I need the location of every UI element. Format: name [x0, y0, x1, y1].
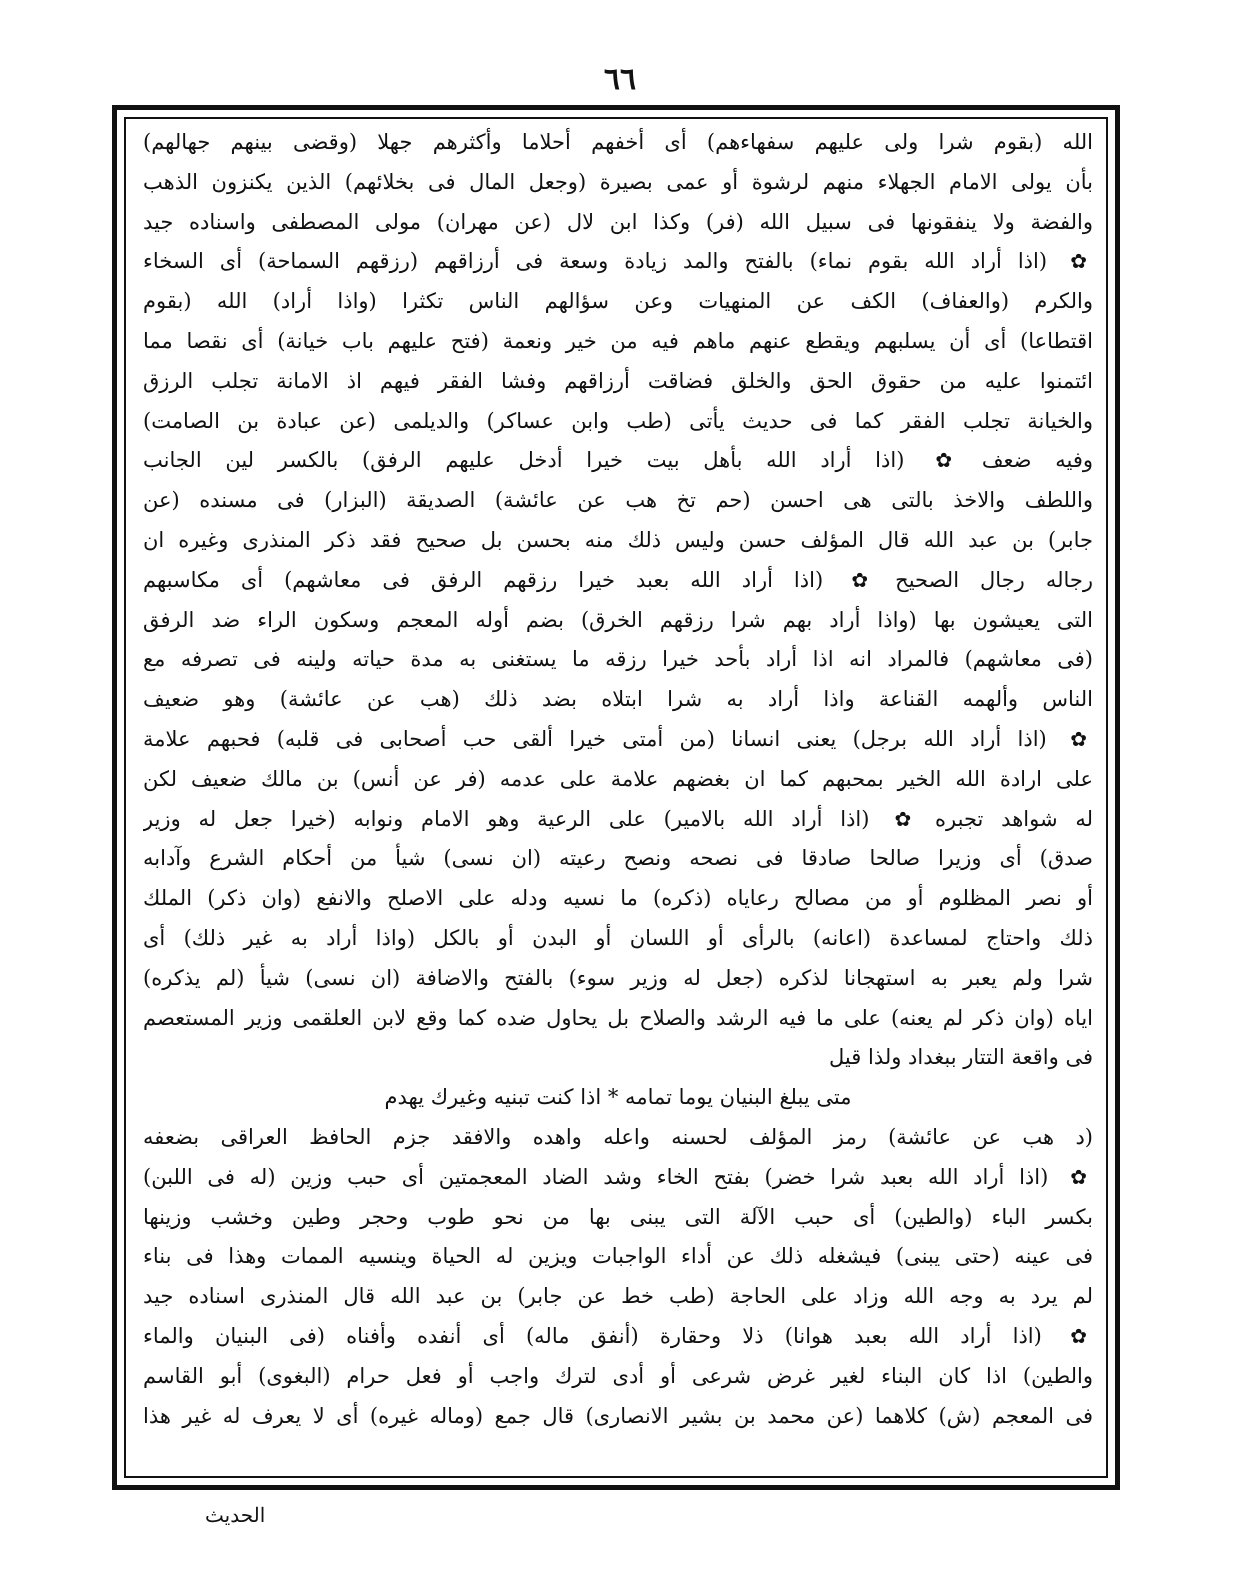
page-number: ٦٦	[603, 62, 637, 97]
ornament-flower-icon: ✿	[894, 806, 912, 831]
text-line: والفضة ولا ينفقونها فى سبيل الله (فر) وكذا ابن لال (عن مهران) مولى المصطفى واسناده جيد	[143, 209, 1093, 234]
text-line: اقتطاعا) أى أن يسلبهم ويقطع عنهم ماهم فيه من خير ونعمة (فتح عليهم باب خيانة) أى نقصا مما	[143, 328, 1093, 353]
ornament-flower-icon: ✿	[1070, 1323, 1087, 1348]
text-line: لم يرد به وجه الله وزاد على الحاجة (طب خط عن جابر) بن عبد الله قال المنذرى اسناده جيد	[143, 1284, 1093, 1309]
ornament-flower-icon: ✿	[851, 567, 869, 592]
text-line: ذلك واحتاج لمساعدة (اعانه) بالرأى أو اللسان أو البدن أو بالكل (واذا أراد به غير ذلك) أى	[143, 925, 1093, 950]
catchword: الحديث	[205, 1503, 266, 1527]
text-line: والطين) اذا كان البناء لغير غرض شرعى أو أدى لترك واجب أو فعل حرام (البغوى) أبو القاسم	[143, 1363, 1093, 1388]
text-line: ✿ (اذا أراد الله بعبد هوانا) ذلا وحقارة (أنفق ماله) أى أنفده وأفناه (فى البنيان والماء	[143, 1317, 1093, 1357]
text-line: والخيانة تجلب الفقر كما فى حديث يأتى (طب وابن عساكر) والديلمى (عن عبادة بن الصامت)	[143, 408, 1093, 433]
text-line: ✿ (اذا أراد الله بقوم نماء) بالفتح والمد زيادة وسعة فى أرزاقهم (رزقهم السماحة) أى السخاء	[143, 242, 1093, 282]
text-line: اياه (وان ذكر لم يعنه) على ما فيه الرشد والصلاح بل يحاول ضده كما وقع لابن العلقمى وزير المستعصم	[143, 1005, 1093, 1030]
ornament-flower-icon: ✿	[1070, 1164, 1087, 1189]
text-line: صدق) أى وزيرا صالحا صادقا فى نصحه ونصح رعيته (ان نسى) شيأ من أحكام الشرع وآدابه	[143, 846, 1093, 871]
text-line: الله (بقوم شرا ولى عليهم سفهاءهم) أى أخفهم أحلاما وأكثرهم جهلا (وقضى بينهم جهالهم)	[143, 130, 1093, 154]
text-line: له شواهد تجبره ✿ (اذا أراد الله بالامير) على الرعية وهو الامام ونوابه (خيرا جعل له وزير	[143, 800, 1093, 840]
text-line: التى يعيشون بها (واذا أراد بهم شرا رزقهم الخرق) بضم أوله المعجم وسكون الراء ضد الرفق	[143, 607, 1093, 632]
text-line: واللطف والاخذ بالتى هى احسن (حم تخ هب عن عائشة) الصديقة (البزار) فى مسنده (عن	[143, 488, 1093, 513]
text-line: بأن يولى الامام الجهلاء منهم لرشوة أو عمى بصيرة (وجعل المال فى بخلائهم) الذين يكنزون الذهب	[143, 169, 1093, 194]
ornament-flower-icon: ✿	[1070, 249, 1087, 274]
ornament-flower-icon: ✿	[1070, 726, 1087, 751]
text-line: ✿ (اذا أراد الله بعبد شرا خضر) بفتح الخاء وشد الضاد المعجمتين أى حبب وزين (له فى اللبن)	[143, 1158, 1093, 1198]
ornament-flower-icon: ✿	[935, 448, 953, 473]
text-line: شرا ولم يعبر به استهجانا لذكره (جعل له وزير سوء) بالفتح والاضافة (ان نسى) شيأ (لم يذكره)	[143, 965, 1093, 990]
text-line: (فى معاشهم) فالمراد انه اذا أراد بأحد خيرا رزقه ما يستغنى به مدة حياته ولينه فى تصرفه مع	[143, 647, 1093, 672]
text-line: جابر) بن عبد الله قال المؤلف حسن وليس ذلك منه بحسن بل صحيح فقد ذكر المنذرى وغيره ان	[143, 527, 1093, 552]
text-line: بكسر الباء (والطين) أى حبب الآلة التى يبنى بها من نحو طوب وحجر وطين وخشب وزينها	[143, 1204, 1093, 1229]
text-line: أو نصر المظلوم أو من مصالح رعاياه (ذكره) ما نسيه ودله على الاصلح والانفع (وان ذكر) الملك	[143, 886, 1093, 911]
commentary-text	[143, 123, 1093, 1436]
text-line: وفيه ضعف ✿ (اذا أراد الله بأهل بيت خيرا أدخل عليهم الرفق) بالكسر لين الجانب	[143, 441, 1093, 481]
text-line: ائتمنوا عليه من حقوق الحق والخلق فضاقت أرزاقهم وفشا الفقر فيهم اذ الامانة تجلب الرزق	[143, 368, 1093, 393]
text-line: رجاله رجال الصحيح ✿ (اذا أراد الله بعبد خيرا رزقهم الرفق فى معاشهم) أى مكاسبهم	[143, 561, 1093, 601]
text-line: فى عينه (حتى يبنى) فيشغله ذلك عن أداء الواجبات ويزين له الحياة وينسيه الممات وهذا فى بناء	[143, 1244, 1093, 1269]
text-line: والكرم (والعفاف) الكف عن المنهيات وعن سؤالهم الناس تكثرا (واذا أراد) الله (بقوم	[143, 289, 1093, 314]
text-line: فى المعجم (ش) كلاهما (عن محمد بن بشير الانصارى) قال جمع (وماله غيره) أى لا يعرف له غير هذا	[143, 1403, 1093, 1428]
text-line: (د هب عن عائشة) رمز المؤلف لحسنه واعله واهده والافقد جزم الحافظ العراقى بضعفه	[143, 1124, 1093, 1149]
text-line: فى واقعة التتار ببغداد ولذا قيل	[829, 1045, 1093, 1070]
text-line: ✿ (اذا أراد الله برجل) يعنى انسانا (من أمتى خيرا ألقى حب أصحابى فى قلبه) فحبهم علامة	[143, 720, 1093, 760]
text-line: الناس وألهمه القناعة واذا أراد به شرا ابتلاه بضد ذلك (هب عن عائشة) وهو ضعيف	[143, 687, 1093, 712]
text-line: على ارادة الله الخير بمحبهم كما ان بغضهم علامة على عدمه (فر عن أنس) بن مالك ضعيف لكن	[143, 766, 1093, 791]
text-line: متى يبلغ البنيان يوما تمامه * اذا كنت تبنيه وغيرك يهدم	[384, 1085, 852, 1110]
